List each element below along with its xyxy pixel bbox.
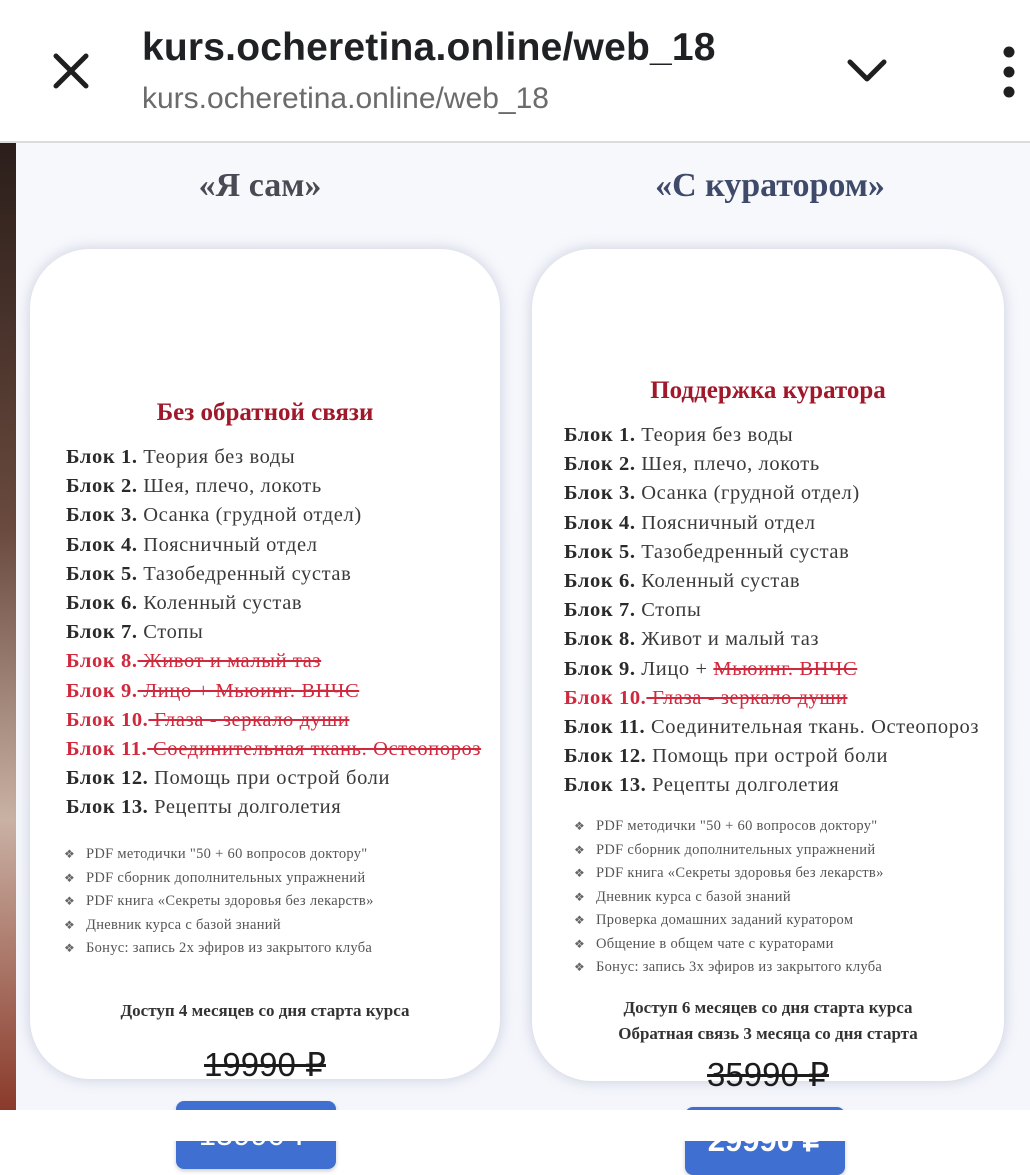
block-list <box>66 443 481 822</box>
block-item <box>66 677 481 706</box>
block-title: Живот и малый таз <box>635 628 820 651</box>
bonus-text: PDF сборник дополнительных упражнений <box>596 841 876 858</box>
bonus-text: PDF методички "50 + 60 вопросов доктору" <box>596 818 878 834</box>
plan-heading: Без обратной связи <box>156 399 374 426</box>
bonus-text: PDF сборник дополнительных упражнений <box>86 869 366 886</box>
block-number: Блок 7. <box>66 621 138 644</box>
block-title: Осанка (грудной отдел) <box>137 504 362 527</box>
block-title: Помощь при острой боли <box>646 745 889 768</box>
bonus-text: PDF книга «Секреты здоровья без лекарств» <box>86 893 374 909</box>
bonus-item <box>574 909 884 933</box>
block-title: Поясничный отдел <box>635 511 816 534</box>
block-title: Лицо + <box>635 657 714 680</box>
block-title: Поясничный отдел <box>137 533 318 556</box>
block-title: Теория без воды <box>137 446 296 468</box>
plan-card-curator <box>532 249 1004 1093</box>
block-item <box>564 596 979 625</box>
block-number: Блок 11. <box>66 737 148 760</box>
block-number: Блок 10. <box>564 686 647 709</box>
block-number: Блок 1. <box>66 446 138 468</box>
bonus-item <box>64 937 374 961</box>
bonus-text: Общение в общем чате с кураторами <box>596 935 834 952</box>
bonus-list <box>574 815 884 980</box>
block-number: Блок 12. <box>564 745 647 768</box>
block-item <box>66 560 481 589</box>
block-title: Теория без воды <box>635 424 794 446</box>
block-number: Блок 2. <box>564 453 636 476</box>
diamond-bullet-icon: ❖ <box>64 917 76 932</box>
bonus-list <box>64 843 374 961</box>
block-item <box>66 793 481 822</box>
block-item <box>564 771 979 800</box>
block-title: Осанка (грудной отдел) <box>635 482 860 505</box>
block-item <box>564 625 979 654</box>
block-item <box>564 450 979 479</box>
bonus-item <box>574 815 884 839</box>
block-number: Блок 6. <box>66 591 138 614</box>
block-number: Блок 13. <box>564 774 647 797</box>
block-number: Блок 4. <box>564 511 636 534</box>
block-title: Лицо + Мьюинг. ВНЧС <box>137 679 360 702</box>
block-item <box>66 706 481 735</box>
block-title: Глаза - зеркало души <box>148 708 350 731</box>
access-line: Доступ 6 месяцев со дня старта курса <box>623 998 913 1017</box>
diamond-bullet-icon: ❖ <box>64 894 76 908</box>
diamond-bullet-icon: ❖ <box>64 870 76 885</box>
bottom-margin <box>0 1110 1030 1141</box>
plan-title-curator: «С куратором» <box>655 167 885 204</box>
block-item <box>66 764 481 793</box>
bonus-item <box>64 890 374 914</box>
block-list <box>564 421 979 800</box>
diamond-bullet-icon: ❖ <box>574 819 586 833</box>
block-item <box>66 501 481 530</box>
bonus-item <box>64 914 374 938</box>
block-title: Стопы <box>635 599 702 622</box>
block-title: Тазобедренный сустав <box>137 562 352 585</box>
block-number: Блок 4. <box>66 533 138 556</box>
old-price: 35990 ₽ <box>707 1056 829 1093</box>
bonus-text: Дневник курса с базой знаний <box>86 916 281 933</box>
bonus-text: Дневник курса с базой знаний <box>596 888 791 905</box>
block-number: Блок 1. <box>564 424 636 446</box>
block-title: Шея, плечо, локоть <box>635 453 820 476</box>
block-title: Помощь при острой боли <box>148 767 391 790</box>
block-number: Блок 3. <box>564 482 636 505</box>
feedback-line: Обратная связь 3 месяца со дня старта <box>618 1024 918 1043</box>
bonus-item <box>574 862 884 886</box>
block-number: Блок 3. <box>66 504 138 527</box>
diamond-bullet-icon: ❖ <box>574 936 586 951</box>
diamond-bullet-icon: ❖ <box>64 941 76 955</box>
diamond-bullet-icon: ❖ <box>574 866 586 880</box>
block-number: Блок 11. <box>564 715 646 738</box>
browser-toolbar <box>0 0 1030 140</box>
block-item <box>564 509 979 538</box>
bonus-item <box>64 843 374 867</box>
block-item <box>66 589 481 618</box>
block-item <box>564 538 979 567</box>
block-item <box>66 531 481 560</box>
diamond-bullet-icon: ❖ <box>574 913 586 927</box>
plan-heading: Поддержка куратора <box>650 377 886 404</box>
block-item <box>564 655 979 684</box>
pricing-image <box>0 143 1030 1110</box>
block-number: Блок 5. <box>564 540 636 563</box>
block-item <box>66 472 481 501</box>
plan-card-solo <box>30 249 500 1083</box>
block-item <box>564 713 979 742</box>
block-item <box>564 684 979 713</box>
block-title: Глаза - зеркало души <box>646 686 848 709</box>
block-item <box>564 479 979 508</box>
close-icon[interactable] <box>48 48 94 94</box>
block-item <box>66 618 481 647</box>
block-number: Блок 8. <box>66 650 138 673</box>
block-number: Блок 9. <box>66 679 138 702</box>
block-number: Блок 8. <box>564 628 636 651</box>
bonus-item <box>574 933 884 957</box>
page-url: kurs.ocheretina.online/web_18 <box>142 82 549 115</box>
block-item <box>66 735 481 764</box>
diamond-bullet-icon: ❖ <box>64 847 76 861</box>
block-title: Живот и малый таз <box>137 650 322 673</box>
bonus-item <box>574 839 884 863</box>
block-item <box>564 742 979 771</box>
access-period <box>532 995 1004 1047</box>
page-url-title: kurs.ocheretina.online/web_18 <box>142 26 716 69</box>
block-number: Блок 6. <box>564 569 636 592</box>
block-title: Рецепты долголетия <box>148 796 342 819</box>
block-number: Блок 13. <box>66 796 149 819</box>
block-item <box>564 421 979 450</box>
block-number: Блок 2. <box>66 475 138 498</box>
bonus-text: PDF методички "50 + 60 вопросов доктору" <box>86 846 368 862</box>
more-vert-icon[interactable] <box>996 40 1022 104</box>
diamond-bullet-icon: ❖ <box>574 842 586 857</box>
bonus-text: Бонус: запись 2х эфиров из закрытого клуба <box>86 940 373 956</box>
block-title: Шея, плечо, локоть <box>137 475 322 498</box>
bonus-text: PDF книга «Секреты здоровья без лекарств» <box>596 865 884 881</box>
block-title: Соединительная ткань. Остеопороз <box>645 715 980 738</box>
diamond-bullet-icon: ❖ <box>574 960 586 974</box>
photo-edge <box>0 143 16 1110</box>
block-item <box>564 567 979 596</box>
chevron-down-icon[interactable] <box>842 52 892 92</box>
block-number: Блок 12. <box>66 767 149 790</box>
block-number: Блок 5. <box>66 562 138 585</box>
block-title: Коленный сустав <box>635 569 801 592</box>
bonus-item <box>64 867 374 891</box>
block-item <box>66 443 481 472</box>
bonus-item <box>574 886 884 910</box>
plan-title-solo: «Я сам» <box>198 167 322 204</box>
block-title: Тазобедренный сустав <box>635 540 850 563</box>
block-number: Блок 9. <box>564 657 636 680</box>
block-title: Коленный сустав <box>137 591 303 614</box>
block-title: Соединительная ткань. Остеопороз <box>147 737 482 760</box>
bonus-item <box>574 956 884 980</box>
bonus-text: Проверка домашних заданий куратором <box>596 912 854 928</box>
block-number: Блок 7. <box>564 599 636 622</box>
bonus-text: Бонус: запись 3х эфиров из закрытого клуба <box>596 959 883 975</box>
block-title: Рецепты долголетия <box>646 774 840 797</box>
access-period: Доступ 4 месяцев со дня старта курса <box>120 1001 410 1020</box>
block-title-struck: Мьюинг. ВНЧС <box>713 657 858 680</box>
block-title: Стопы <box>137 621 204 644</box>
block-item <box>66 647 481 676</box>
block-number: Блок 10. <box>66 708 149 731</box>
diamond-bullet-icon: ❖ <box>574 889 586 904</box>
old-price: 19990 ₽ <box>204 1046 326 1083</box>
